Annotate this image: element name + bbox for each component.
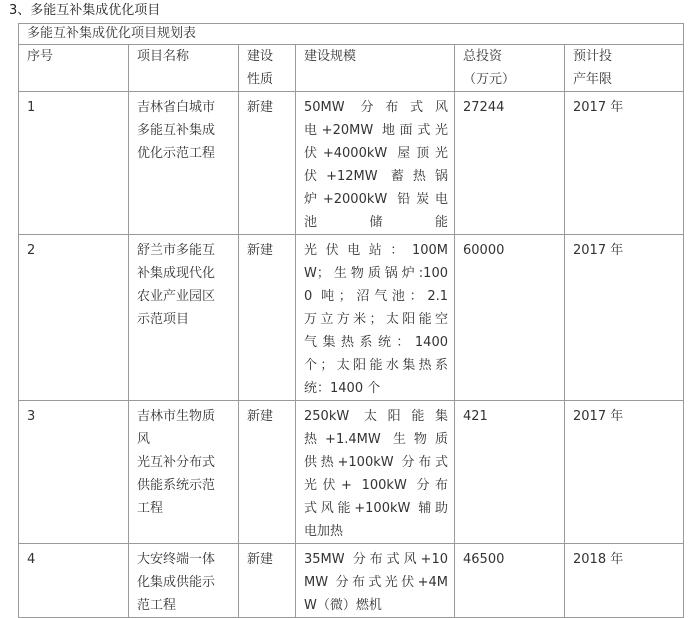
row-no: 4 xyxy=(19,544,129,618)
scale-line: 气集热系统：1400 xyxy=(304,335,448,350)
scale-line: 万立方米；太阳能空 xyxy=(304,312,448,327)
row-name: 吉林省白城市 多能互补集成 优化示范工程 xyxy=(129,92,239,235)
row-investment: 46500 xyxy=(455,544,565,618)
row-no: 3 xyxy=(19,401,129,544)
table-header-row xyxy=(19,45,684,92)
scale-line: 光伏+ 100kW 分布 xyxy=(304,478,448,493)
row-year: 2017 年 xyxy=(565,92,684,235)
scale-line: MW 分布式光伏+4M xyxy=(304,575,448,590)
table-caption: 多能互补集成优化项目规划表 xyxy=(19,24,684,45)
scale-line: 供热+100kW 分布式 xyxy=(304,455,448,470)
row-investment: 27244 xyxy=(455,92,565,235)
table-row xyxy=(19,92,684,235)
scale-line: W；生物质锅炉:100 xyxy=(304,266,448,281)
scale-line: 个；太阳能水集热系 xyxy=(304,358,448,373)
header-no: 序号 xyxy=(19,45,129,92)
header-year: 预计投 产年限 xyxy=(565,45,684,92)
table-row xyxy=(19,235,684,401)
row-scale xyxy=(296,92,455,235)
scale-line: 式风能+100kW 辅助 xyxy=(304,501,448,516)
scale-line: 250kW 太阳能集 xyxy=(304,409,448,424)
table-row xyxy=(19,544,684,618)
header-investment: 总投资 （万元） xyxy=(455,45,565,92)
row-year: 2017 年 xyxy=(565,401,684,544)
row-scale xyxy=(296,235,455,401)
scale-line: 伏+12MW 蓄热锅 xyxy=(304,169,448,184)
scale-line: 电加热 xyxy=(304,524,344,539)
scale-line: 35MW 分布式风+10 xyxy=(304,552,448,567)
row-nature: 新建 xyxy=(239,92,296,235)
header-nature: 建设 性质 xyxy=(239,45,296,92)
row-year: 2018 年 xyxy=(565,544,684,618)
scale-line: 0 吨；沼气池：2.1 xyxy=(304,289,448,304)
scale-line: 伏+4000kW 屋顶光 xyxy=(304,146,448,161)
row-name: 吉林市生物质 风 光互补分布式 供能系统示范 工程 xyxy=(129,401,239,544)
scale-line: 电+20MW 地面式光 xyxy=(304,123,448,138)
table-row xyxy=(19,401,684,544)
section-heading: 3、多能互补集成优化项目 xyxy=(9,3,161,18)
row-scale xyxy=(296,544,455,618)
scale-line: W（微）燃机 xyxy=(304,598,382,613)
header-scale: 建设规模 xyxy=(296,45,455,92)
scale-line: 统：1400 个 xyxy=(304,381,381,396)
scale-line: 光伏电站：100M xyxy=(304,243,448,258)
row-scale xyxy=(296,401,455,544)
row-name: 大安终端一体 化集成供能示 范工程 xyxy=(129,544,239,618)
row-year: 2017 年 xyxy=(565,235,684,401)
scale-line: 50MW 分布式风 xyxy=(304,100,448,115)
scale-line: 池储能 xyxy=(304,215,448,230)
row-nature: 新建 xyxy=(239,544,296,618)
row-nature: 新建 xyxy=(239,235,296,401)
project-plan-table xyxy=(18,23,684,618)
scale-line: 热+1.4MW 生物质 xyxy=(304,432,448,447)
row-nature: 新建 xyxy=(239,401,296,544)
row-name: 舒兰市多能互 补集成现代化 农业产业园区 示范项目 xyxy=(129,235,239,401)
row-no: 2 xyxy=(19,235,129,401)
header-name: 项目名称 xyxy=(129,45,239,92)
row-no: 1 xyxy=(19,92,129,235)
row-investment: 60000 xyxy=(455,235,565,401)
scale-line: 炉+2000kW 铅炭电 xyxy=(304,192,448,207)
row-investment: 421 xyxy=(455,401,565,544)
